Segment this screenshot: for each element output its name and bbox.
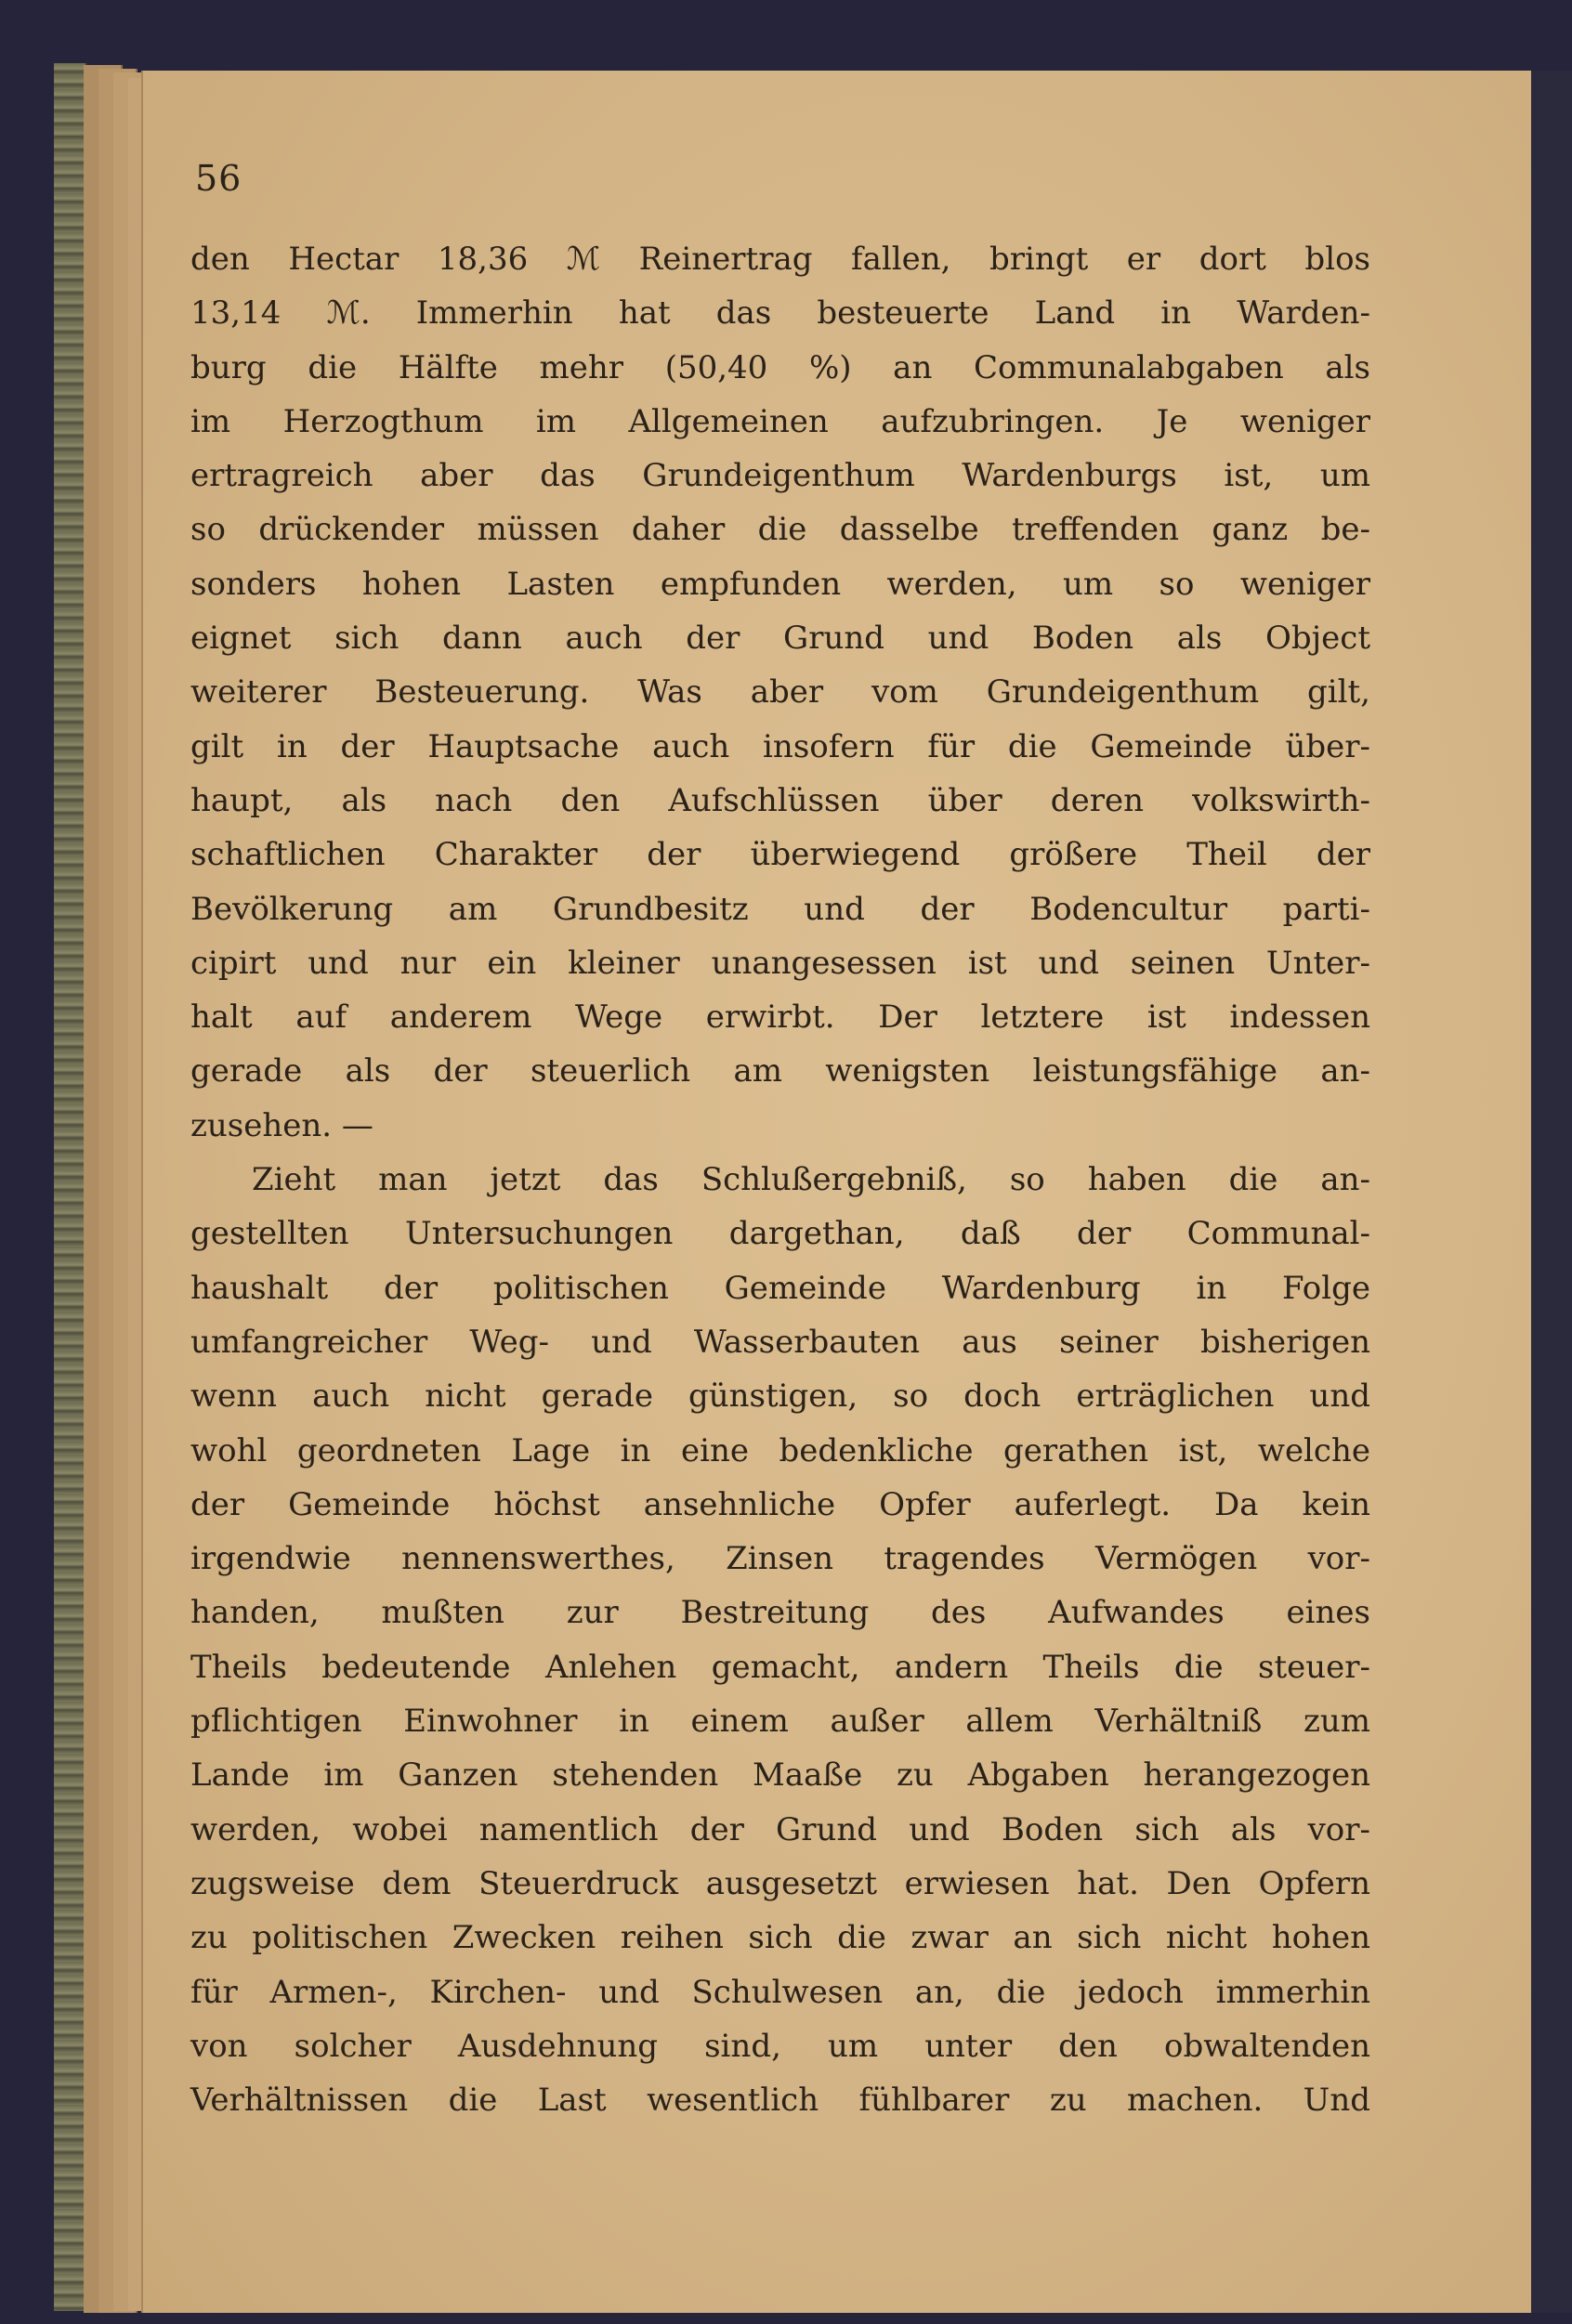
text-line: der Gemeinde höchst ansehnliche Opfer auferlegt. Da kein — [190, 1485, 1370, 1523]
text-line: gilt in der Hauptsache auch insofern für die Gemeinde über- — [190, 727, 1370, 765]
text-line: Verhältnissen die Last wesentlich fühlbarer zu machen. Und — [190, 2082, 1370, 2120]
text-line: gerade als der steuerlich am wenigsten leistungsfähige an- — [190, 1052, 1370, 1090]
text-line: zu politischen Zwecken reihen sich die zwar an sich nicht hohen — [190, 1919, 1370, 1957]
text-line: irgendwie nennenswerthes, Zinsen tragendes Vermögen vor- — [190, 1540, 1370, 1578]
text-line: pflichtigen Einwohner in einem außer allem Verhältniß zum — [190, 1703, 1370, 1741]
text-line: werden, wobei namentlich der Grund und Boden sich als vor- — [190, 1810, 1370, 1848]
text-line: so drückender müssen daher die dasselbe treffenden ganz be- — [190, 511, 1370, 549]
text-line: für Armen-, Kirchen- und Schulwesen an, die jedoch immerhin — [190, 1973, 1370, 2011]
text-line: im Herzogthum im Allgemeinen aufzubringen. Je weniger — [190, 402, 1370, 440]
body-text — [190, 232, 1370, 2127]
page-number: 56 — [195, 158, 242, 199]
text-line: ertragreich aber das Grundeigenthum Wardenburgs ist, um — [190, 457, 1370, 495]
text-line: Theils bedeutende Anlehen gemacht, andern Theils die steuer- — [190, 1648, 1370, 1686]
text-line: eignet sich dann auch der Grund und Boden als Object — [190, 620, 1370, 658]
text-line: haushalt der politischen Gemeinde Wardenburg in Folge — [190, 1269, 1370, 1307]
text-line: zusehen. — — [190, 1106, 373, 1144]
text-line: haupt, als nach den Aufschlüssen über deren volkswirth- — [190, 781, 1370, 819]
text-line: sonders hohen Lasten empfunden werden, um so weniger — [190, 565, 1370, 603]
text-line: Bevölkerung am Grundbesitz und der Bodencultur parti- — [190, 890, 1370, 928]
text-line: umfangreicher Weg- und Wasserbauten aus seiner bisherigen — [190, 1323, 1370, 1361]
text-line: burg die Hälfte mehr (50,40 %) an Communalabgaben als — [190, 348, 1370, 386]
text-line: halt auf anderem Wege erwirbt. Der letztere ist indessen — [190, 999, 1370, 1037]
text-line: gestellten Untersuchungen dargethan, daß der Communal- — [190, 1215, 1370, 1253]
text-line: von solcher Ausdehnung sind, um unter den obwaltenden — [190, 2027, 1370, 2065]
text-line: wenn auch nicht gerade günstigen, so doch erträglichen und — [190, 1377, 1370, 1416]
text-line: den Hectar 18,36 ℳ Reinertrag fallen, bringt er dort blos — [190, 241, 1370, 278]
text-line: Zieht man jetzt das Schlußergebniß, so haben die an- — [252, 1161, 1370, 1199]
text-line: cipirt und nur ein kleiner unangesessen ist und seinen Unter- — [190, 944, 1370, 982]
background-shadow — [1531, 71, 1572, 2313]
text-line: zugsweise dem Steuerdruck ausgesetzt erwiesen hat. Den Opfern — [190, 1864, 1370, 1902]
text-line: 13,14 ℳ. Immerhin hat das besteuerte Land in Warden- — [190, 294, 1370, 333]
text-line: wohl geordneten Lage in eine bedenkliche gerathen ist, welche — [190, 1431, 1370, 1469]
text-line: schaftlichen Charakter der überwiegend größere Theil der — [190, 836, 1370, 874]
text-line: handen, mußten zur Bestreitung des Aufwandes eines — [190, 1594, 1370, 1632]
book-binding — [54, 63, 87, 2311]
text-line: Lande im Ganzen stehenden Maaße zu Abgaben herangezogen — [190, 1756, 1370, 1795]
text-line: weiterer Besteuerung. Was aber vom Grundeigenthum gilt, — [190, 673, 1370, 712]
